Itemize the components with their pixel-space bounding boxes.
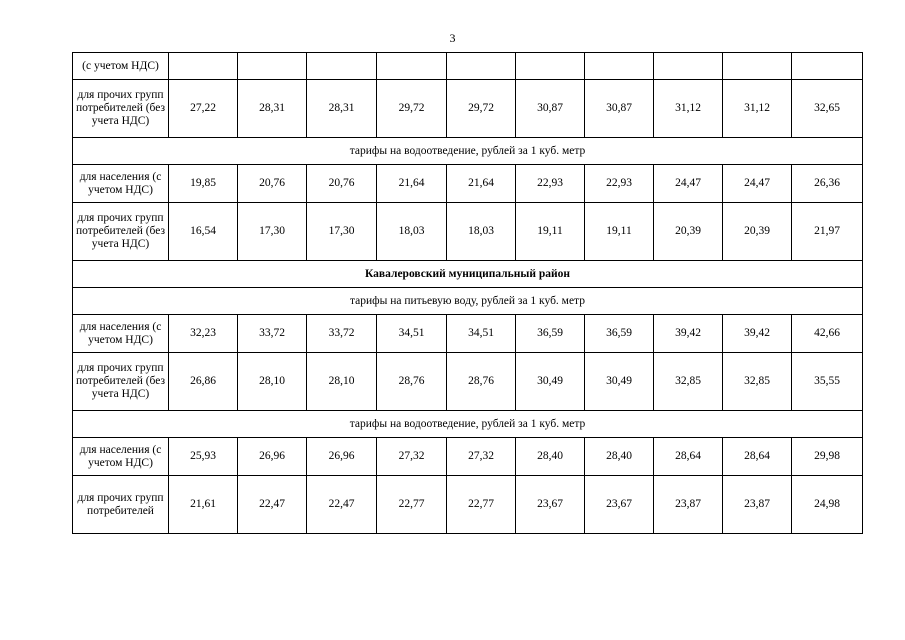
table-cell: 30,87 — [516, 80, 585, 138]
table-cell: 29,98 — [792, 438, 863, 476]
table-cell: 20,39 — [723, 203, 792, 261]
table-row — [73, 165, 863, 203]
table-cell: 27,32 — [447, 438, 516, 476]
table-cell: 24,47 — [654, 165, 723, 203]
table-cell: 32,85 — [654, 353, 723, 411]
table-row — [73, 53, 863, 80]
table-cell: 24,98 — [792, 476, 863, 534]
table-cell: 28,64 — [654, 438, 723, 476]
table-row — [73, 80, 863, 138]
row-label: для населения (с учетом НДС) — [73, 438, 169, 476]
table-cell: 24,47 — [723, 165, 792, 203]
table-cell: 26,86 — [169, 353, 238, 411]
row-label: для населения (с учетом НДС) — [73, 315, 169, 353]
section-title: тарифы на водоотведение, рублей за 1 куб. метр — [73, 411, 863, 438]
table-cell: 32,65 — [792, 80, 863, 138]
table-cell: 27,22 — [169, 80, 238, 138]
row-label: для прочих групп потребителей (без учета НДС) — [73, 353, 169, 411]
table-cell — [585, 53, 654, 80]
table-cell: 28,31 — [307, 80, 377, 138]
table-cell: 17,30 — [307, 203, 377, 261]
table-row — [73, 476, 863, 534]
table-cell: 26,96 — [307, 438, 377, 476]
table-cell: 42,66 — [792, 315, 863, 353]
table-cell: 34,51 — [377, 315, 447, 353]
table-cell: 30,49 — [516, 353, 585, 411]
table-cell: 28,10 — [307, 353, 377, 411]
table-row — [73, 353, 863, 411]
table-cell: 32,85 — [723, 353, 792, 411]
table-cell: 28,31 — [238, 80, 307, 138]
table-cell: 22,93 — [585, 165, 654, 203]
table-cell: 18,03 — [377, 203, 447, 261]
table-cell: 28,64 — [723, 438, 792, 476]
row-label: для прочих групп потребителей (без учета НДС) — [73, 203, 169, 261]
table-cell: 22,77 — [377, 476, 447, 534]
table-cell — [307, 53, 377, 80]
table-cell: 26,96 — [238, 438, 307, 476]
table-cell: 34,51 — [447, 315, 516, 353]
table-cell: 16,54 — [169, 203, 238, 261]
table-cell — [723, 53, 792, 80]
section-title: тарифы на питьевую воду, рублей за 1 куб. метр — [73, 288, 863, 315]
tariff-table — [72, 52, 863, 534]
table-cell: 20,39 — [654, 203, 723, 261]
table-cell: 30,49 — [585, 353, 654, 411]
table-cell — [169, 53, 238, 80]
table-cell: 21,97 — [792, 203, 863, 261]
section-header-row — [73, 411, 863, 438]
row-label: для прочих групп потребителей (без учета НДС) — [73, 80, 169, 138]
table-cell: 19,11 — [585, 203, 654, 261]
table-cell: 23,67 — [516, 476, 585, 534]
table-row — [73, 203, 863, 261]
table-cell: 36,59 — [585, 315, 654, 353]
section-header-row — [73, 288, 863, 315]
table-cell: 21,64 — [447, 165, 516, 203]
table-cell: 21,61 — [169, 476, 238, 534]
row-label: для прочих групп потребителей — [73, 476, 169, 534]
table-cell: 29,72 — [447, 80, 516, 138]
table-cell: 25,93 — [169, 438, 238, 476]
table-cell: 29,72 — [377, 80, 447, 138]
row-label: для населения (с учетом НДС) — [73, 165, 169, 203]
table-row — [73, 438, 863, 476]
table-cell: 22,47 — [238, 476, 307, 534]
table-cell: 23,87 — [723, 476, 792, 534]
district-header-row — [73, 261, 863, 288]
table-cell: 39,42 — [654, 315, 723, 353]
table-cell: 28,40 — [585, 438, 654, 476]
table-cell: 36,59 — [516, 315, 585, 353]
table-cell: 18,03 — [447, 203, 516, 261]
table-cell: 39,42 — [723, 315, 792, 353]
table-cell: 17,30 — [238, 203, 307, 261]
table-cell: 33,72 — [238, 315, 307, 353]
table-cell: 20,76 — [307, 165, 377, 203]
table-cell: 23,87 — [654, 476, 723, 534]
district-title: Кавалеровский муниципальный район — [73, 261, 863, 288]
table-cell: 30,87 — [585, 80, 654, 138]
tariff-table-body — [73, 53, 863, 534]
table-cell — [654, 53, 723, 80]
table-cell — [516, 53, 585, 80]
table-cell: 22,93 — [516, 165, 585, 203]
table-cell: 19,85 — [169, 165, 238, 203]
section-title: тарифы на водоотведение, рублей за 1 куб. метр — [73, 138, 863, 165]
table-cell: 23,67 — [585, 476, 654, 534]
table-cell: 28,76 — [377, 353, 447, 411]
table-cell: 32,23 — [169, 315, 238, 353]
table-cell: 28,40 — [516, 438, 585, 476]
table-cell: 27,32 — [377, 438, 447, 476]
table-row — [73, 315, 863, 353]
table-cell: 21,64 — [377, 165, 447, 203]
table-cell: 22,47 — [307, 476, 377, 534]
table-cell: 19,11 — [516, 203, 585, 261]
table-cell: 22,77 — [447, 476, 516, 534]
table-cell: 20,76 — [238, 165, 307, 203]
section-header-row — [73, 138, 863, 165]
table-cell: 31,12 — [723, 80, 792, 138]
table-cell — [792, 53, 863, 80]
table-cell: 33,72 — [307, 315, 377, 353]
table-cell — [377, 53, 447, 80]
table-cell: 31,12 — [654, 80, 723, 138]
row-label: (с учетом НДС) — [73, 53, 169, 80]
table-cell: 35,55 — [792, 353, 863, 411]
table-cell: 26,36 — [792, 165, 863, 203]
page-number: 3 — [449, 31, 456, 45]
table-cell: 28,10 — [238, 353, 307, 411]
table-cell — [238, 53, 307, 80]
table-cell: 28,76 — [447, 353, 516, 411]
table-cell — [447, 53, 516, 80]
